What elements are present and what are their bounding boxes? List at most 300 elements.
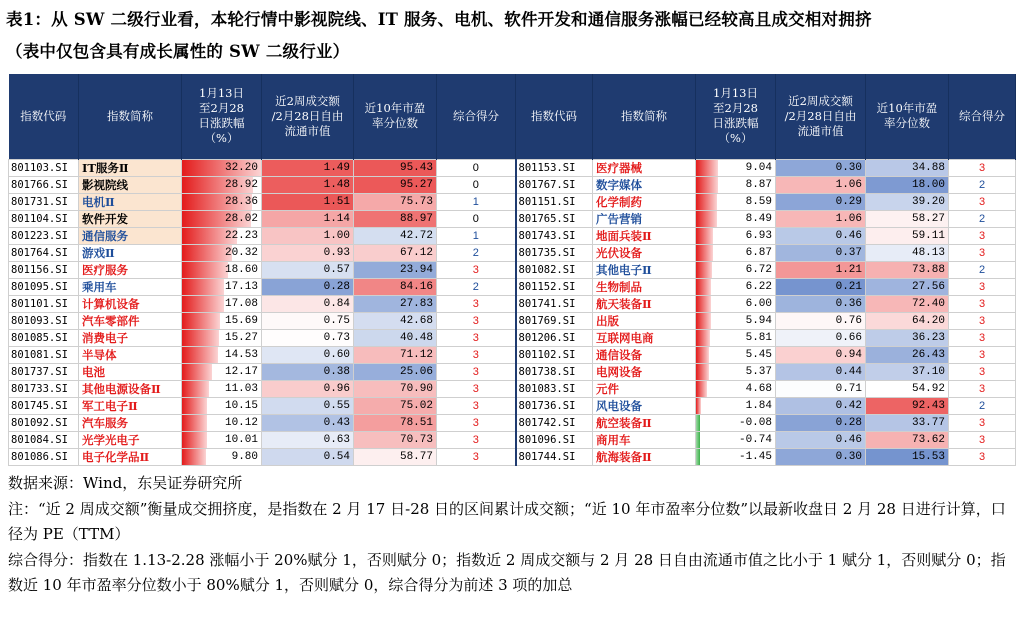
change-bar (182, 296, 224, 312)
cell-name: 汽车零部件 (79, 312, 182, 329)
cell-name: 生物制品 (593, 278, 696, 295)
cell-code: 801156.SI (9, 261, 79, 278)
change-value: 6.93 (745, 229, 772, 242)
cell-change (696, 261, 776, 278)
source-note: 数据来源：Wind，东吴证券研究所 (8, 474, 243, 492)
cell-name: 通信设备 (593, 346, 696, 363)
cell-change (696, 244, 776, 261)
change-bar (696, 279, 711, 295)
cell-code: 801737.SI (9, 363, 79, 380)
cell-code: 801738.SI (516, 363, 593, 380)
notes (8, 471, 1018, 599)
change-value: 1.84 (745, 399, 772, 412)
cell-code: 801101.SI (9, 295, 79, 312)
cell-pe: 42.68 (354, 312, 437, 329)
change-bar (182, 449, 206, 465)
cell-pe: 42.72 (354, 227, 437, 244)
change-value: -0.08 (738, 416, 772, 429)
cell-name: 汽车服务 (79, 414, 182, 431)
cell-pe: 15.53 (866, 448, 949, 465)
cell-code: 801102.SI (516, 346, 593, 363)
cell-pe: 40.48 (354, 329, 437, 346)
change-bar (696, 347, 709, 363)
cell-name: 电子化学品Ⅱ (79, 448, 182, 465)
cell-code: 801736.SI (516, 397, 593, 414)
cell-code: 801152.SI (516, 278, 593, 295)
header-name: 指数简称 (79, 74, 182, 159)
cell-pe: 71.12 (354, 346, 437, 363)
table-row (9, 227, 1016, 244)
cell-score: 3 (437, 261, 516, 278)
cell-change (696, 329, 776, 346)
change-value: 8.87 (745, 178, 772, 191)
change-value: 5.94 (745, 314, 772, 327)
change-value: 28.02 (224, 212, 258, 225)
cell-score: 3 (437, 448, 516, 465)
table-row (9, 261, 1016, 278)
table-row (9, 159, 1016, 176)
footnote: 注：“近 2 周成交额”衡量成交拥挤度，是指数在 2 月 17 日-28 日的区间累计成交额；“近 10 年市盈率分位数”以最新收盘日 2 月 28 日进行计算，口径为 PE（TTM） (8, 499, 1006, 543)
cell-pe: 36.23 (866, 329, 949, 346)
cell-turnover: 1.49 (262, 159, 354, 176)
cell-code: 801731.SI (9, 193, 79, 210)
cell-turnover: 0.57 (262, 261, 354, 278)
cell-turnover: 0.75 (262, 312, 354, 329)
cell-name: 航海装备Ⅱ (593, 448, 696, 465)
cell-turnover: 0.46 (776, 431, 866, 448)
cell-turnover: 1.06 (776, 176, 866, 193)
cell-pe: 27.56 (866, 278, 949, 295)
cell-name: IT服务Ⅱ (79, 159, 182, 176)
change-value: 10.12 (224, 416, 258, 429)
change-value: 10.01 (224, 433, 258, 446)
cell-pe: 59.11 (866, 227, 949, 244)
change-value: 4.68 (745, 382, 772, 395)
change-value: 17.13 (224, 280, 258, 293)
change-bar (696, 177, 718, 193)
table-row (9, 295, 1016, 312)
cell-score: 3 (437, 363, 516, 380)
cell-change (696, 278, 776, 295)
header-score-right: 综合得分 (949, 74, 1016, 159)
cell-change (182, 261, 262, 278)
cell-name: 地面兵装Ⅱ (593, 227, 696, 244)
change-bar (182, 313, 220, 329)
change-value: 17.08 (224, 297, 258, 310)
cell-pe: 88.97 (354, 210, 437, 227)
cell-code: 801223.SI (9, 227, 79, 244)
cell-change (696, 193, 776, 210)
cell-name: 广告营销 (593, 210, 696, 227)
cell-name: 商用车 (593, 431, 696, 448)
cell-name: 数字媒体 (593, 176, 696, 193)
cell-change (696, 448, 776, 465)
cell-name: 影视院线 (79, 176, 182, 193)
table-title-line2: （表中仅包含具有成长属性的 SW 二级行业） (6, 42, 350, 61)
change-bar (182, 347, 218, 363)
cell-score: 2 (437, 278, 516, 295)
cell-turnover: 0.60 (262, 346, 354, 363)
header-turnover-right: 近2周成交额 /2月28日自由 流通市值 (776, 74, 866, 159)
cell-change (696, 227, 776, 244)
table-row (9, 193, 1016, 210)
change-bar (696, 313, 711, 329)
cell-score: 2 (949, 210, 1016, 227)
cell-name: 化学制药 (593, 193, 696, 210)
cell-turnover: 1.48 (262, 176, 354, 193)
cell-turnover: 1.06 (776, 210, 866, 227)
table-row (9, 244, 1016, 261)
cell-code: 801092.SI (9, 414, 79, 431)
cell-code: 801769.SI (516, 312, 593, 329)
cell-name: 游戏Ⅱ (79, 244, 182, 261)
cell-pe: 25.06 (354, 363, 437, 380)
change-bar (696, 432, 700, 448)
cell-score: 2 (949, 261, 1016, 278)
cell-name: 消费电子 (79, 329, 182, 346)
header-change: 1月13日 至2月28 日涨跌幅 （%） (182, 74, 262, 159)
cell-name: 元件 (593, 380, 696, 397)
header-code-right: 指数代码 (516, 74, 593, 159)
table-row (9, 448, 1016, 465)
change-bar (182, 415, 207, 431)
cell-turnover: 0.73 (262, 329, 354, 346)
cell-name: 乘用车 (79, 278, 182, 295)
change-value: 6.72 (745, 263, 772, 276)
cell-pe: 39.20 (866, 193, 949, 210)
change-bar (696, 398, 701, 414)
cell-turnover: 0.84 (262, 295, 354, 312)
cell-code: 801093.SI (9, 312, 79, 329)
cell-turnover: 0.63 (262, 431, 354, 448)
cell-change (182, 193, 262, 210)
table-row (9, 278, 1016, 295)
cell-change (182, 295, 262, 312)
change-bar (696, 262, 712, 278)
cell-pe: 58.27 (866, 210, 949, 227)
change-bar (696, 381, 707, 397)
cell-code: 801733.SI (9, 380, 79, 397)
cell-pe: 95.43 (354, 159, 437, 176)
industry-table (8, 74, 1016, 466)
change-value: 15.69 (224, 314, 258, 327)
header-pe-right: 近10年市盈 率分位数 (866, 74, 949, 159)
cell-score: 2 (949, 397, 1016, 414)
cell-change (696, 363, 776, 380)
cell-pe: 18.00 (866, 176, 949, 193)
cell-pe: 75.02 (354, 397, 437, 414)
cell-pe: 67.12 (354, 244, 437, 261)
change-value: 8.49 (745, 212, 772, 225)
cell-score: 3 (949, 193, 1016, 210)
cell-turnover: 0.44 (776, 363, 866, 380)
cell-change (696, 380, 776, 397)
change-bar (696, 415, 700, 431)
cell-score: 3 (949, 227, 1016, 244)
cell-pe: 34.88 (866, 159, 949, 176)
cell-name: 医疗器械 (593, 159, 696, 176)
cell-score: 3 (949, 244, 1016, 261)
header-code: 指数代码 (9, 74, 79, 159)
header-turnover: 近2周成交额 /2月28日自由 流通市值 (262, 74, 354, 159)
cell-pe: 75.73 (354, 193, 437, 210)
change-value: 5.45 (745, 348, 772, 361)
change-value: 18.60 (224, 263, 258, 276)
cell-turnover: 0.46 (776, 227, 866, 244)
cell-change (182, 329, 262, 346)
change-value: 10.15 (224, 399, 258, 412)
table-row (9, 397, 1016, 414)
header-name-right: 指数简称 (593, 74, 696, 159)
change-value: 9.04 (745, 161, 772, 174)
change-bar (696, 245, 713, 261)
change-value: 9.80 (231, 450, 258, 463)
cell-score: 3 (949, 380, 1016, 397)
cell-name: 互联网电商 (593, 329, 696, 346)
cell-pe: 27.83 (354, 295, 437, 312)
change-bar (182, 381, 209, 397)
table-title-line1: 表1：从 SW 二级行业看，本轮行情中影视院线、IT 服务、电机、软件开发和通信服务涨幅已经较高且成交相对拥挤 (6, 10, 872, 29)
cell-pe: 23.94 (354, 261, 437, 278)
cell-pe: 70.73 (354, 431, 437, 448)
cell-turnover: 0.66 (776, 329, 866, 346)
cell-change (182, 278, 262, 295)
change-value: 6.22 (745, 280, 772, 293)
change-bar (696, 228, 713, 244)
cell-change (182, 380, 262, 397)
cell-score: 3 (949, 431, 1016, 448)
cell-turnover: 0.42 (776, 397, 866, 414)
cell-name: 电网设备 (593, 363, 696, 380)
cell-turnover: 0.54 (262, 448, 354, 465)
cell-change (696, 176, 776, 193)
change-value: 28.92 (224, 178, 258, 191)
cell-turnover: 0.30 (776, 448, 866, 465)
change-value: 12.17 (224, 365, 258, 378)
change-value: 8.59 (745, 195, 772, 208)
cell-turnover: 0.93 (262, 244, 354, 261)
change-bar (182, 432, 207, 448)
table-row (9, 414, 1016, 431)
change-bar (696, 194, 717, 210)
cell-turnover: 0.96 (262, 380, 354, 397)
cell-pe: 33.77 (866, 414, 949, 431)
cell-name: 医疗服务 (79, 261, 182, 278)
table-row (9, 431, 1016, 448)
cell-code: 801081.SI (9, 346, 79, 363)
table-title (6, 4, 1020, 68)
cell-name: 计算机设备 (79, 295, 182, 312)
cell-score: 3 (437, 312, 516, 329)
header-change-right: 1月13日 至2月28 日涨跌幅 （%） (696, 74, 776, 159)
cell-code: 801764.SI (9, 244, 79, 261)
cell-turnover: 0.94 (776, 346, 866, 363)
cell-pe: 72.40 (866, 295, 949, 312)
cell-score: 1 (437, 193, 516, 210)
change-bar (696, 296, 711, 312)
cell-code: 801104.SI (9, 210, 79, 227)
cell-turnover: 0.28 (262, 278, 354, 295)
cell-name: 软件开发 (79, 210, 182, 227)
cell-pe: 26.43 (866, 346, 949, 363)
table-row (9, 380, 1016, 397)
cell-code: 801096.SI (516, 431, 593, 448)
cell-code: 801103.SI (9, 159, 79, 176)
cell-turnover: 1.21 (776, 261, 866, 278)
cell-change (696, 431, 776, 448)
cell-name: 光学光电子 (79, 431, 182, 448)
cell-turnover: 1.14 (262, 210, 354, 227)
cell-change (696, 210, 776, 227)
table-body (9, 159, 1016, 465)
table-row (9, 363, 1016, 380)
cell-code: 801086.SI (9, 448, 79, 465)
cell-name: 航空装备Ⅱ (593, 414, 696, 431)
cell-score: 3 (437, 431, 516, 448)
table-row (9, 346, 1016, 363)
change-bar (696, 160, 718, 176)
cell-pe: 64.20 (866, 312, 949, 329)
scoring-note: 综合得分：指数在 1.13-2.28 涨幅小于 20%赋分 1，否则赋分 0；指数近 2 周成交额与 2 月 28 日自由流通市值之比小于 1 赋分 1，否则赋分 0；指数近 10 年市盈率分位数小于 80%赋分 1，否则赋分 0，综合得分为前述 3 项的加总 (8, 550, 1006, 594)
cell-turnover: 0.36 (776, 295, 866, 312)
change-value: 14.53 (224, 348, 258, 361)
cell-name: 电池 (79, 363, 182, 380)
change-value: 11.03 (224, 382, 258, 395)
change-bar (696, 330, 710, 346)
cell-change (182, 363, 262, 380)
change-value: 5.37 (745, 365, 772, 378)
cell-score: 3 (437, 346, 516, 363)
change-bar (182, 279, 224, 295)
table-row (9, 312, 1016, 329)
cell-turnover: 0.71 (776, 380, 866, 397)
change-bar (182, 330, 219, 346)
cell-change (182, 397, 262, 414)
table-row (9, 176, 1016, 193)
cell-name: 半导体 (79, 346, 182, 363)
cell-score: 2 (949, 176, 1016, 193)
cell-score: 0 (437, 159, 516, 176)
cell-change (182, 448, 262, 465)
cell-score: 3 (949, 448, 1016, 465)
cell-code: 801151.SI (516, 193, 593, 210)
cell-code: 801095.SI (9, 278, 79, 295)
cell-change (182, 431, 262, 448)
cell-pe: 54.92 (866, 380, 949, 397)
cell-pe: 37.10 (866, 363, 949, 380)
cell-change (182, 159, 262, 176)
cell-name: 光伏设备 (593, 244, 696, 261)
cell-turnover: 0.38 (262, 363, 354, 380)
cell-turnover: 0.55 (262, 397, 354, 414)
cell-change (182, 312, 262, 329)
cell-name: 出版 (593, 312, 696, 329)
cell-change (182, 176, 262, 193)
cell-score: 3 (437, 380, 516, 397)
cell-score: 3 (949, 295, 1016, 312)
cell-pe: 70.90 (354, 380, 437, 397)
cell-turnover: 0.37 (776, 244, 866, 261)
cell-code: 801206.SI (516, 329, 593, 346)
cell-name: 航天装备Ⅱ (593, 295, 696, 312)
change-value: 15.27 (224, 331, 258, 344)
change-value: -0.74 (738, 433, 772, 446)
change-bar (182, 364, 212, 380)
cell-change (696, 414, 776, 431)
cell-turnover: 0.43 (262, 414, 354, 431)
change-bar (182, 262, 228, 278)
cell-name: 通信服务 (79, 227, 182, 244)
change-value: 6.00 (745, 297, 772, 310)
cell-code: 801153.SI (516, 159, 593, 176)
cell-score: 2 (437, 244, 516, 261)
cell-code: 801765.SI (516, 210, 593, 227)
cell-code: 801744.SI (516, 448, 593, 465)
cell-code: 801745.SI (9, 397, 79, 414)
cell-turnover: 1.51 (262, 193, 354, 210)
cell-change (696, 159, 776, 176)
cell-turnover: 1.00 (262, 227, 354, 244)
change-bar (182, 398, 207, 414)
header-pe: 近10年市盈 率分位数 (354, 74, 437, 159)
cell-score: 3 (437, 414, 516, 431)
change-value: -1.45 (738, 450, 772, 463)
change-bar (696, 211, 717, 227)
cell-name: 风电设备 (593, 397, 696, 414)
table-header-row (9, 74, 1016, 159)
change-bar (696, 449, 700, 465)
cell-code: 801743.SI (516, 227, 593, 244)
cell-change (182, 244, 262, 261)
cell-pe: 48.13 (866, 244, 949, 261)
cell-score: 3 (949, 278, 1016, 295)
cell-name: 电机Ⅱ (79, 193, 182, 210)
cell-change (182, 210, 262, 227)
cell-code: 801083.SI (516, 380, 593, 397)
cell-change (182, 227, 262, 244)
header-score: 综合得分 (437, 74, 516, 159)
cell-code: 801741.SI (516, 295, 593, 312)
cell-score: 3 (949, 329, 1016, 346)
cell-score: 3 (949, 312, 1016, 329)
change-value: 20.32 (224, 246, 258, 259)
cell-name: 军工电子Ⅱ (79, 397, 182, 414)
cell-turnover: 0.29 (776, 193, 866, 210)
cell-change (696, 346, 776, 363)
cell-score: 3 (949, 363, 1016, 380)
table-row (9, 329, 1016, 346)
cell-pe: 73.88 (866, 261, 949, 278)
cell-score: 0 (437, 176, 516, 193)
change-value: 28.36 (224, 195, 258, 208)
cell-turnover: 0.21 (776, 278, 866, 295)
cell-code: 801085.SI (9, 329, 79, 346)
cell-code: 801742.SI (516, 414, 593, 431)
cell-code: 801767.SI (516, 176, 593, 193)
cell-score: 0 (437, 210, 516, 227)
table-row (9, 210, 1016, 227)
cell-change (182, 414, 262, 431)
cell-score: 3 (949, 414, 1016, 431)
cell-score: 3 (949, 346, 1016, 363)
cell-code: 801766.SI (9, 176, 79, 193)
cell-name: 其他电源设备Ⅱ (79, 380, 182, 397)
cell-score: 3 (949, 159, 1016, 176)
cell-pe: 95.27 (354, 176, 437, 193)
cell-pe: 73.62 (866, 431, 949, 448)
cell-pe: 84.16 (354, 278, 437, 295)
cell-code: 801082.SI (516, 261, 593, 278)
